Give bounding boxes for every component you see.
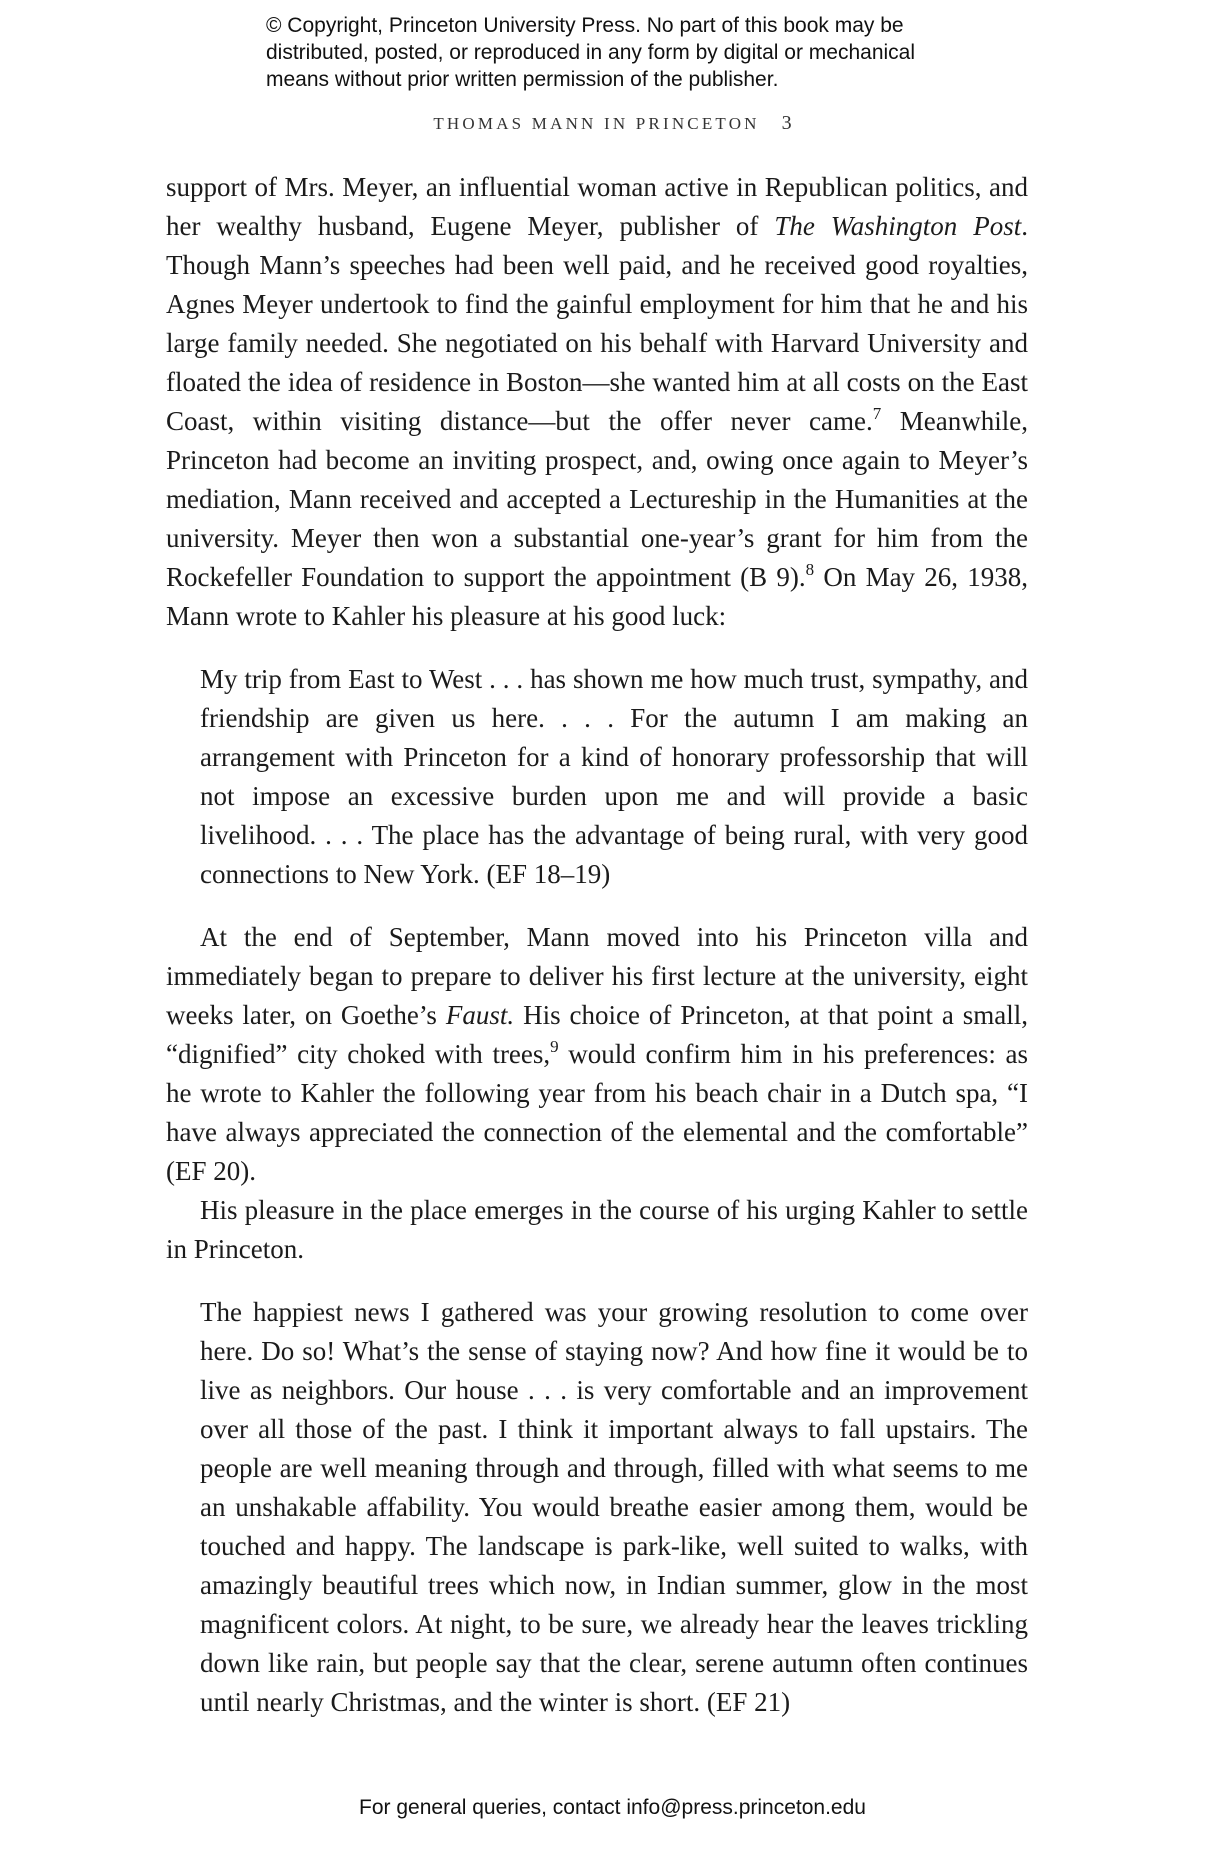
paragraph <box>166 168 1028 636</box>
copyright-line: means without prior written permission of the publisher. <box>266 68 779 91</box>
copyright-line: distributed, posted, or reproduced in any form by digital or mechanical <box>266 41 916 64</box>
copyright-notice <box>266 12 1026 93</box>
page-body <box>166 168 1028 1746</box>
text-run: Meanwhile, Princeton had become an inviting prospect, and, owing once again to Meyer’s mediation, Mann received and accepted a Lectureship in the Humanities at the university. Meyer then won a substantial one-year’s grant for him from the Rockefeller Foundation to support the appointment (B 9). <box>166 406 1028 592</box>
italic-title: The Washington Post <box>774 211 1022 241</box>
footer-contact: For general queries, contact info@press.princeton.edu <box>359 1796 866 1819</box>
text-run: On May 26, 1938, Mann wrote to Kahler his pleasure at his good luck: <box>166 562 1028 631</box>
italic-title: Faust. <box>445 1000 515 1030</box>
running-head <box>0 112 1225 135</box>
text-run: support of Mrs. Meyer, an influential woman active in Republican politics, and her wealthy husband, Eugene Meyer, publisher of <box>166 172 1028 241</box>
text-run: . Though Mann’s speeches had been well paid, and he received good royalties, Agnes Meyer undertook to find the gainful employment for him that he and his large family needed. She negotiated on his behalf with Harvard University and floated the idea of residence in Boston—she wanted him at all costs on the East Coast, within visiting distance—but the offer never came. <box>166 211 1028 436</box>
footnote-ref[interactable]: 8 <box>805 560 815 579</box>
page-number: 3 <box>781 112 792 134</box>
text-run: At the end of September, Mann moved into his Princeton villa and immediately began to prepare to deliver his first lecture at the university, eight weeks later, on Goethe’s <box>166 922 1028 1030</box>
paragraph: His pleasure in the place emerges in the course of his urging Kahler to settle in Princeton. <box>166 1195 1028 1264</box>
text-run: His choice of Princeton, at that point a small, “dignified” city choked with trees, <box>166 1000 1028 1069</box>
block-quote: My trip from East to West . . . has shown me how much trust, sympathy, and friendship are given us here. . . . For the autumn I am making an arrangement with Princeton for a kind of honorary professorship that will not impose an excessive burden upon me and will provide a basic livelihood. . . . The place has the advantage of being rural, with very good connections to New York. (EF 18–19) <box>200 664 1028 889</box>
copyright-line: © Copyright, Princeton University Press. No part of this book may be <box>266 14 904 37</box>
block-quote: The happiest news I gathered was your growing resolution to come over here. Do so! What’s the sense of staying now? And how fine it would be to live as neighbors. Our house . . . is very comfortable and an improvement over all those of the past. I think it important always to fall upstairs. The people are well meaning through and through, filled with what seems to me an unshakable affability. You would breathe easier among them, would be touched and happy. The landscape is park-like, well suited to walks, with amazingly beautiful trees which now, in Indian summer, glow in the most magnificent colors. At night, to be sure, we already hear the leaves trickling down like rain, but people say that the clear, serene autumn often continues until nearly Christmas, and the winter is short. (EF 21) <box>200 1297 1028 1717</box>
running-title: THOMAS MANN IN PRINCETON <box>433 114 760 133</box>
text-run: would confirm him in his preferences: as he wrote to Kahler the following year from his beach chair in a Dutch spa, “I have always appreciated the connection of the elemental and the comfortable” (EF 20). <box>166 1039 1028 1186</box>
paragraph <box>166 918 1028 1191</box>
footnote-ref[interactable]: 9 <box>550 1037 559 1056</box>
footnote-ref[interactable]: 7 <box>872 404 882 423</box>
